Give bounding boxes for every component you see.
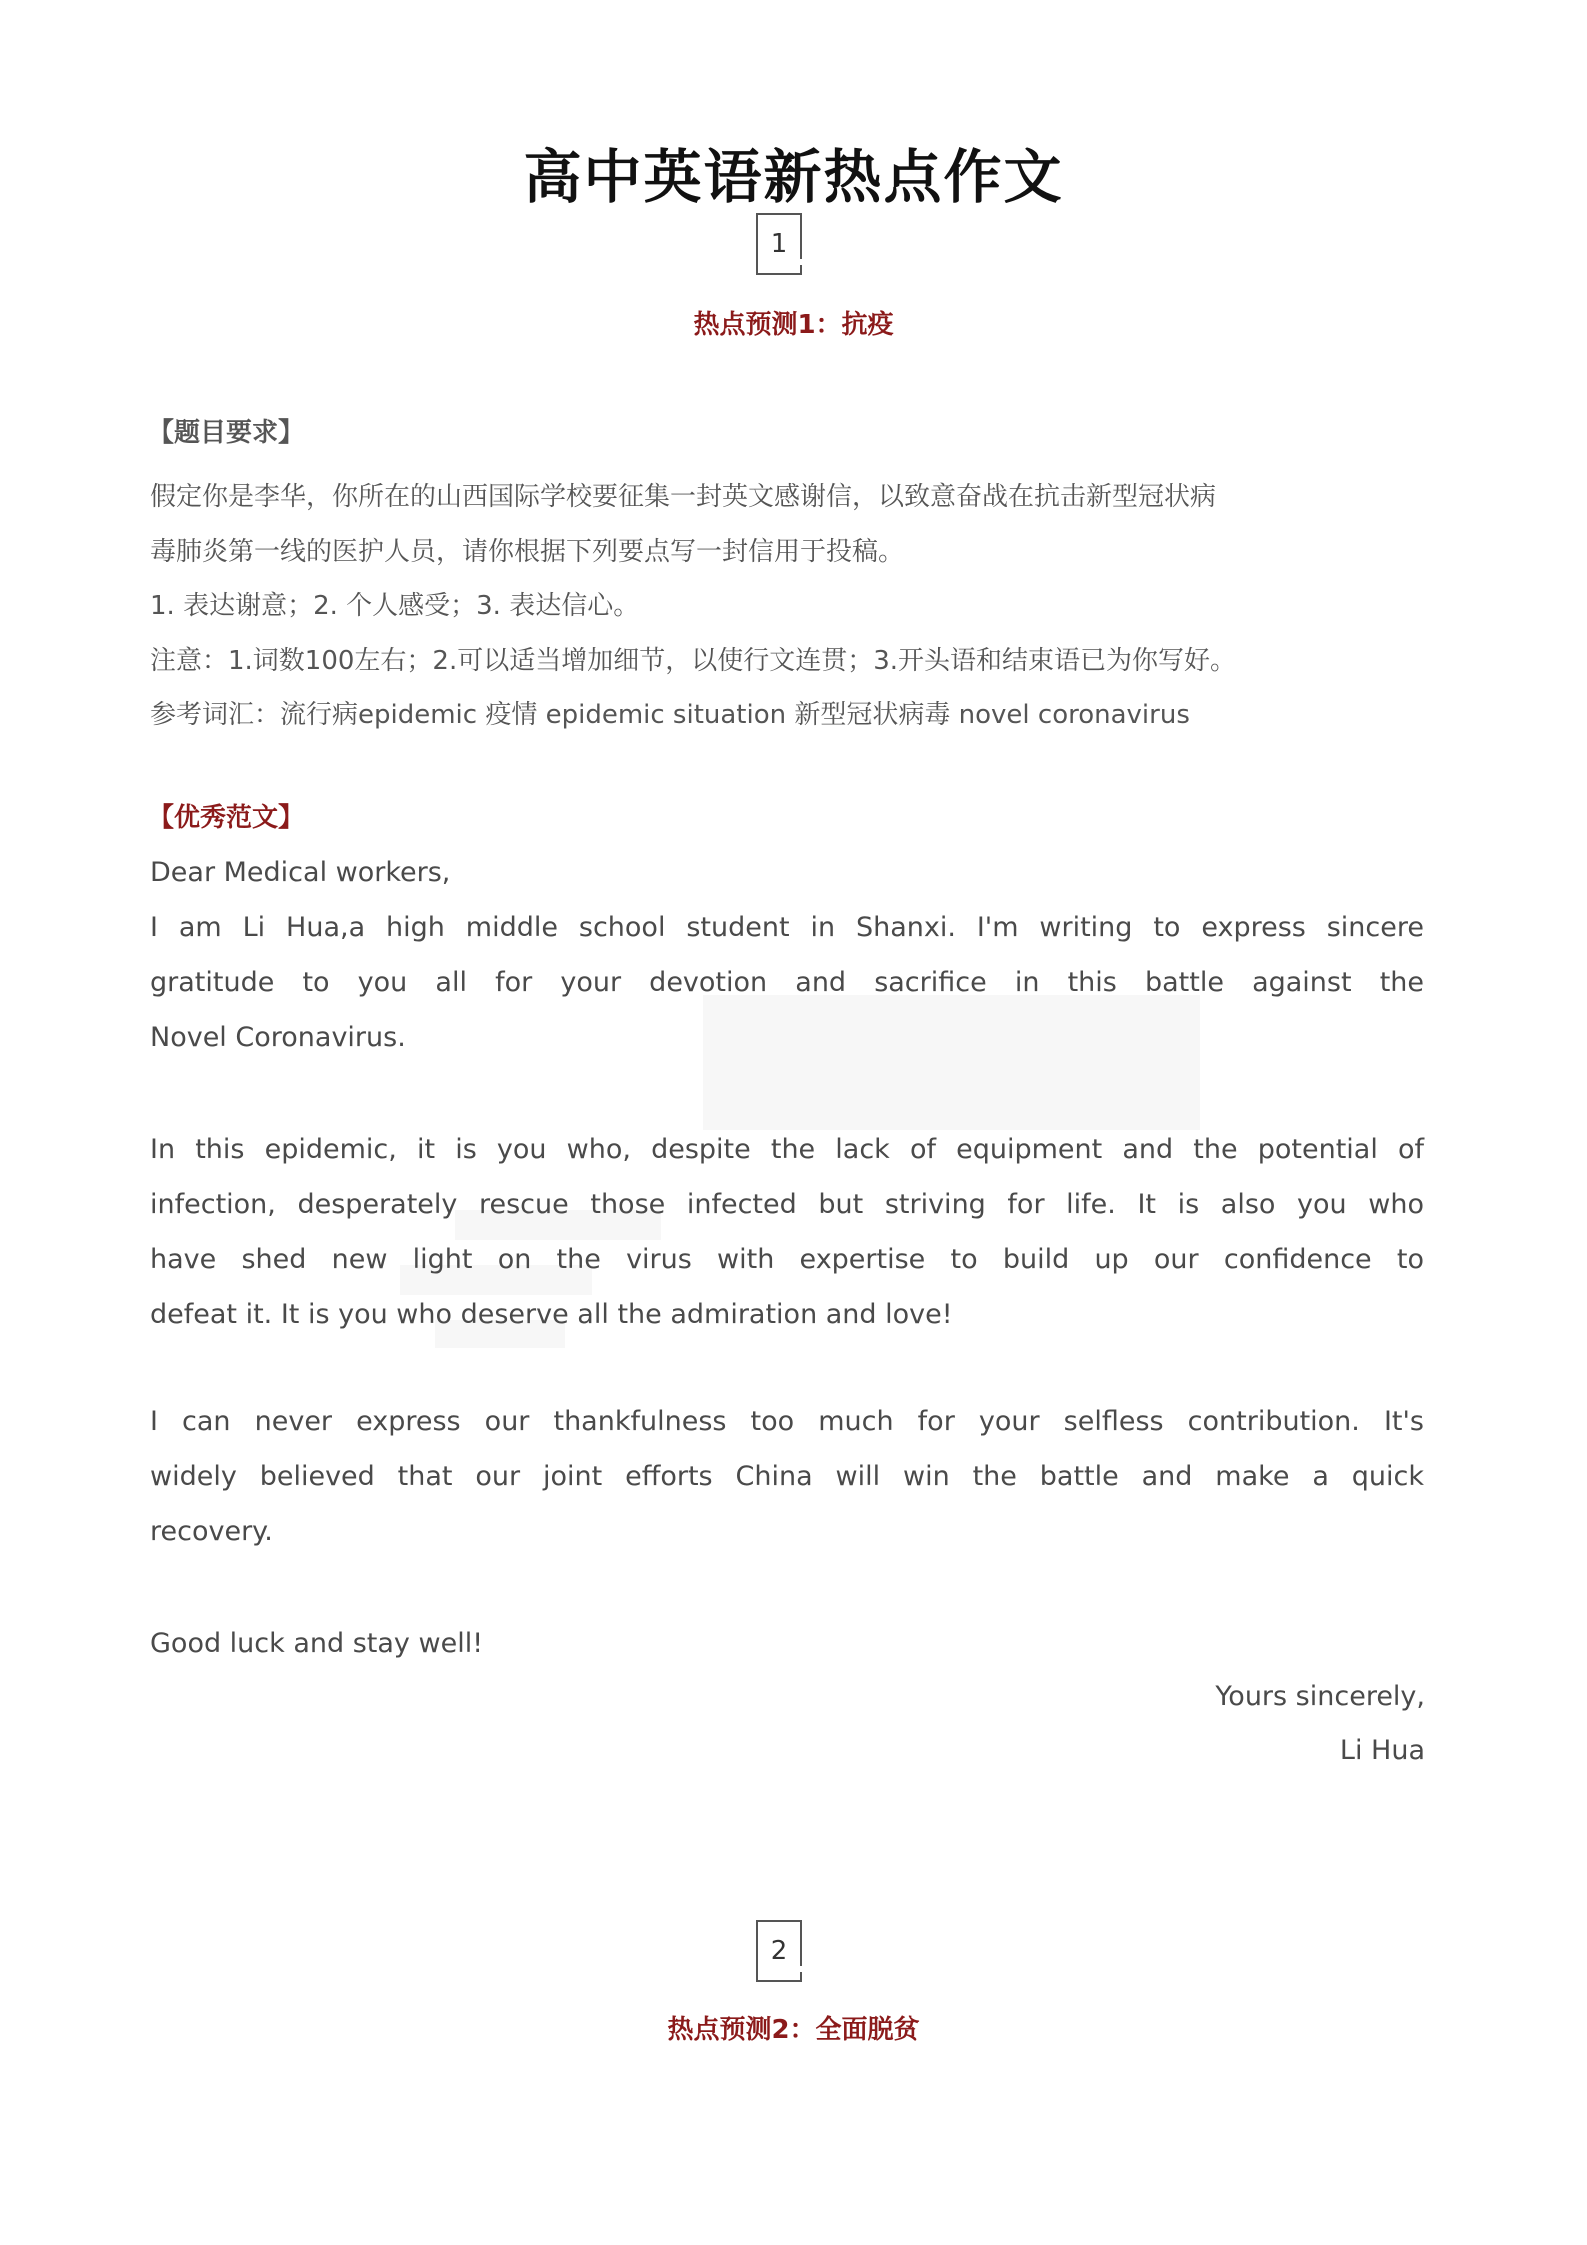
letter-line: infection, desperately rescue those infected but striving for life. It is also you who bbox=[150, 1189, 1424, 1220]
letter-line: have shed new light on the virus with expertise to build up our confidence to bbox=[150, 1244, 1424, 1275]
letter-line: Novel Coronavirus. bbox=[150, 1022, 406, 1053]
letter-salutation: Dear Medical workers, bbox=[150, 857, 451, 888]
letter-line: recovery. bbox=[150, 1516, 273, 1547]
signature: Li Hua bbox=[1339, 1735, 1425, 1766]
section-heading: 热点预测2：全面脱贫 bbox=[667, 2015, 920, 2045]
letter-line: defeat it. It is you who deserve all the admiration and love! bbox=[150, 1299, 953, 1330]
requirement-text bbox=[150, 470, 1430, 743]
requirement-line: 毒肺炎第一线的医护人员，请你根据下列要点写一封信用于投稿。 bbox=[150, 536, 905, 567]
box-notch bbox=[794, 265, 802, 275]
section-number: 2 bbox=[770, 1936, 788, 1966]
letter-line: In this epidemic, it is you who, despite the lack of equipment and the potential of bbox=[150, 1134, 1424, 1165]
letter-line: I can never express our thankfulness too much for your selfless contribution. It's bbox=[150, 1406, 1424, 1437]
requirement-line: 假定你是李华，你所在的山西国际学校要征集一封英文感谢信，以致意奋战在抗击新型冠状病 bbox=[150, 482, 1217, 512]
closing-phrase: Yours sincerely, bbox=[1215, 1681, 1425, 1712]
section-number-box bbox=[756, 1920, 800, 1982]
letter-line: I am Li Hua,a high middle school student in Shanxi. I'm writing to express sincere bbox=[150, 912, 1424, 943]
box-notch bbox=[794, 1972, 802, 1982]
letter-paragraph-2 bbox=[150, 1122, 1424, 1342]
box-border bbox=[800, 1920, 802, 1966]
letter-wish bbox=[150, 1616, 1424, 1671]
section-number: 1 bbox=[770, 229, 788, 259]
requirement-line: 参考词汇：流行病epidemic 疫情 epidemic situation 新型冠状病毒 novel coronavirus bbox=[150, 700, 1190, 730]
page-title: 高中英语新热点作文 bbox=[523, 142, 1064, 211]
requirement-label: 【题目要求】 bbox=[148, 418, 305, 448]
letter-opening bbox=[150, 845, 1424, 1065]
letter-line: gratitude to you all for your devotion and sacrifice in this battle against the bbox=[150, 967, 1424, 998]
letter-paragraph-3 bbox=[150, 1394, 1424, 1559]
requirement-line: 注意：1.词数100左右；2.可以适当增加细节，以使行文连贯；3.开头语和结束语已为你写好。 bbox=[150, 645, 1237, 676]
section-heading: 热点预测1：抗疫 bbox=[693, 310, 894, 340]
box-border bbox=[800, 213, 802, 259]
letter-wish-text: Good luck and stay well! bbox=[150, 1628, 484, 1659]
letter-closing bbox=[1215, 1670, 1425, 1778]
requirement-line: 1. 表达谢意；2. 个人感受；3. 表达信心。 bbox=[150, 591, 640, 621]
section-number-box bbox=[756, 213, 800, 275]
letter-line: widely believed that our joint efforts China will win the battle and make a quick bbox=[150, 1461, 1424, 1492]
sample-essay-label: 【优秀范文】 bbox=[148, 803, 305, 833]
